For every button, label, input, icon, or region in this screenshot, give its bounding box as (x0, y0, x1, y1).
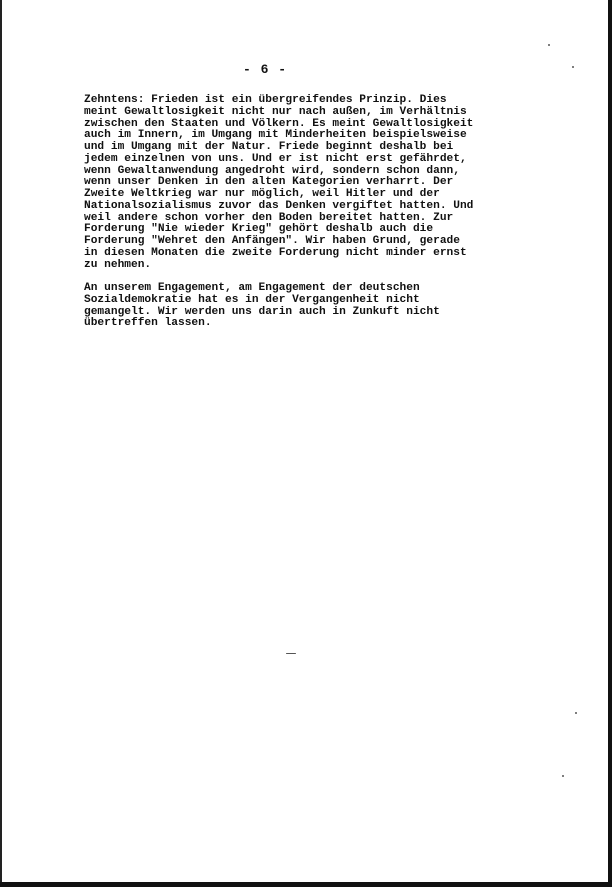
scan-edge-bottom (0, 882, 612, 887)
text-line: Nationalsozialismus zuvor das Denken vergiftet hatten. Und (84, 199, 474, 212)
paragraph-2 (84, 283, 484, 330)
text-line: weil andere schon vorher den Boden bereitet hatten. Zur (84, 211, 454, 224)
text-line: zu nehmen. (84, 258, 152, 271)
scan-edge-left (0, 0, 2, 887)
text-line: An unserem Engagement, am Engagement der deutschen (84, 282, 420, 294)
text-line: wenn Gewaltanwendung angedroht wird, sondern schon dann, (84, 164, 460, 177)
text-line: in diesen Monaten die zweite Forderung nicht minder ernst (84, 246, 467, 259)
scan-speck (572, 66, 574, 68)
scan-speck (286, 653, 296, 654)
text-line: jedem einzelnen von uns. Und er ist nicht erst gefährdet, (84, 152, 467, 165)
text-line: Forderung "Wehret den Anfängen". Wir haben Grund, gerade (84, 235, 460, 247)
scan-speck (575, 712, 577, 714)
body-text (84, 95, 484, 342)
text-line: zwischen den Staaten und Völkern. Es meint Gewaltlosigkeit (84, 117, 474, 130)
text-line: übertreffen lassen. (84, 317, 212, 330)
text-line: und im Umgang mit der Natur. Friede beginnt deshalb bei (84, 141, 454, 153)
text-line: meint Gewaltlosigkeit nicht nur nach außen, im Verhältnis (84, 105, 467, 118)
text-line: Forderung "Nie wieder Krieg" gehört deshalb auch die (84, 223, 434, 236)
scan-speck (548, 44, 550, 46)
text-line: auch im Innern, im Umgang mit Minderheiten beispielsweise (84, 129, 467, 142)
page-number: - 6 - (242, 62, 287, 77)
text-line: Sozialdemokratie hat es in der Vergangenheit nicht (84, 293, 420, 306)
text-line: wenn unser Denken in den alten Kategorien verharrt. Der (84, 176, 454, 189)
scan-edge-right (608, 0, 612, 887)
text-line: Zehntens: Frieden ist ein übergreifendes Prinzip. Dies (84, 94, 447, 106)
text-line: gemangelt. Wir werden uns darin auch in Zunkuft nicht (84, 305, 440, 318)
text-line: Zweite Weltkrieg war nur möglich, weil Hitler und der (84, 188, 440, 200)
paragraph-1 (84, 95, 484, 271)
scan-speck (562, 775, 564, 777)
